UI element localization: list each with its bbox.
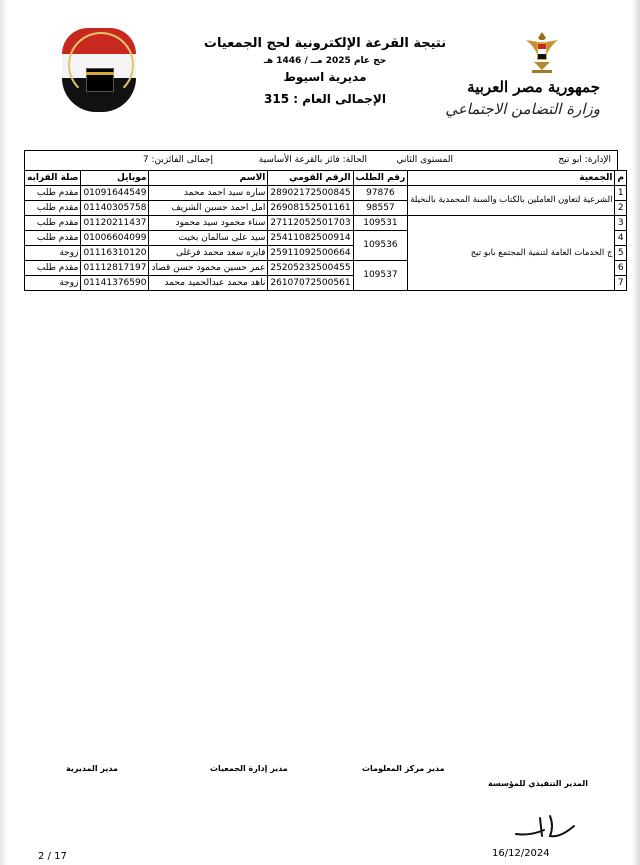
cell-mobile: 01141376590 <box>81 276 149 291</box>
cell-mobile: 01116310120 <box>81 246 149 261</box>
sig-executive-director: المدير التنفيذي للمؤسسة <box>488 779 589 788</box>
handwritten-signature <box>510 806 580 842</box>
table-row <box>25 186 627 201</box>
sig-info-center-manager: مدير مركز المعلومات <box>362 764 445 773</box>
eagle-emblem-icon <box>524 30 560 76</box>
page-right-edge <box>632 0 640 865</box>
administration-label: الإدارة: ابو تيج <box>558 155 611 165</box>
cell-relation: مقدم طلب <box>25 216 81 231</box>
header-name: الاسم <box>149 171 268 186</box>
cell-relation: مقدم طلب <box>25 261 81 276</box>
cell-association: ج الخدمات العامة لتنمية المجتمع بابو تيج <box>408 216 615 291</box>
cell-national-id: 27112052501703 <box>268 216 353 231</box>
cell-mobile: 01140305758 <box>81 201 149 216</box>
cell-name: ساره سيد احمد محمد <box>149 186 268 201</box>
cell-national-id: 26107072500561 <box>268 276 353 291</box>
cell-relation: مقدم طلب <box>25 231 81 246</box>
cell-m: 3 <box>615 216 627 231</box>
cell-relation: زوجة <box>25 276 81 291</box>
sig-associations-manager: مدير إدارة الجمعيات <box>210 764 288 773</box>
status-label: الحالة: فائز بالقرعة الأساسية <box>258 155 367 165</box>
cell-association: الشرعية لتعاون العاملين بالكتاب والسنة المحمدية بالنخيلة <box>408 186 615 216</box>
page-title: نتيجة القرعة الإلكترونية لحج الجمعيات <box>203 36 447 51</box>
cell-national-id: 25205232500455 <box>268 261 353 276</box>
cell-name: امل احمد حسين الشريف <box>149 201 268 216</box>
cell-mobile: 01006604099 <box>81 231 149 246</box>
cell-name: سناء محمود سيد محمود <box>149 216 268 231</box>
cell-name: عمر حسين محمود حسن قصاد <box>149 261 268 276</box>
cell-relation: مقدم طلب <box>25 201 81 216</box>
cell-relation: مقدم طلب <box>25 186 81 201</box>
print-date: 16/12/2024 <box>492 848 550 859</box>
cell-national-id: 25911092500664 <box>268 246 353 261</box>
cell-national-id: 28902172500845 <box>268 186 353 201</box>
level-label: المستوى الثاني <box>396 155 453 165</box>
table-row <box>25 216 627 231</box>
info-row <box>24 150 618 170</box>
cell-request: 109536 <box>353 231 408 261</box>
header-mobile: موبايل <box>81 171 149 186</box>
cell-request: 97876 <box>353 186 408 201</box>
header-national-id: الرقم القومي <box>268 171 353 186</box>
cell-national-id: 25411082500914 <box>268 231 353 246</box>
cell-name: فايزه سعد محمد فرغلى <box>149 246 268 261</box>
header-relation: صلة القرابه <box>25 171 81 186</box>
directorate-name: مديرية اسيوط <box>283 70 367 84</box>
cell-national-id: 26908152501161 <box>268 201 353 216</box>
header-m: م <box>615 171 627 186</box>
cell-m: 6 <box>615 261 627 276</box>
sig-directorate-manager: مدير المديرية <box>66 764 118 773</box>
cell-request: 109537 <box>353 261 408 291</box>
page-number: 2 / 17 <box>38 851 67 862</box>
page-left-shadow <box>0 0 8 865</box>
cell-mobile: 01120211437 <box>81 216 149 231</box>
hajj-year: حج عام 2025 مــ / 1446 هـ <box>263 56 387 66</box>
cell-name: سيد على سالمان بخيت <box>149 231 268 246</box>
cell-m: 4 <box>615 231 627 246</box>
cell-m: 7 <box>615 276 627 291</box>
government-name: جمهورية مصر العربية <box>467 78 600 96</box>
results-table <box>24 170 627 291</box>
hajj-logo <box>62 28 136 112</box>
cell-request: 98557 <box>353 201 408 216</box>
table-header-row <box>25 171 627 186</box>
cell-relation: زوجة <box>25 246 81 261</box>
cell-request: 109531 <box>353 216 408 231</box>
header-association: الجمعية <box>408 171 615 186</box>
cell-mobile: 01112817197 <box>81 261 149 276</box>
cell-m: 2 <box>615 201 627 216</box>
cell-name: ناهد محمد عبدالحميد محمد <box>149 276 268 291</box>
header-request-no: رقم الطلب <box>353 171 408 186</box>
cell-mobile: 01091644549 <box>81 186 149 201</box>
cell-m: 1 <box>615 186 627 201</box>
winners-total: إجمالى الفائزين: 7 <box>142 155 213 165</box>
ministry-name: وزارة التضامن الاجتماعي <box>445 100 600 118</box>
grand-total: الإجمالى العام : 315 <box>264 92 386 106</box>
cell-m: 5 <box>615 246 627 261</box>
